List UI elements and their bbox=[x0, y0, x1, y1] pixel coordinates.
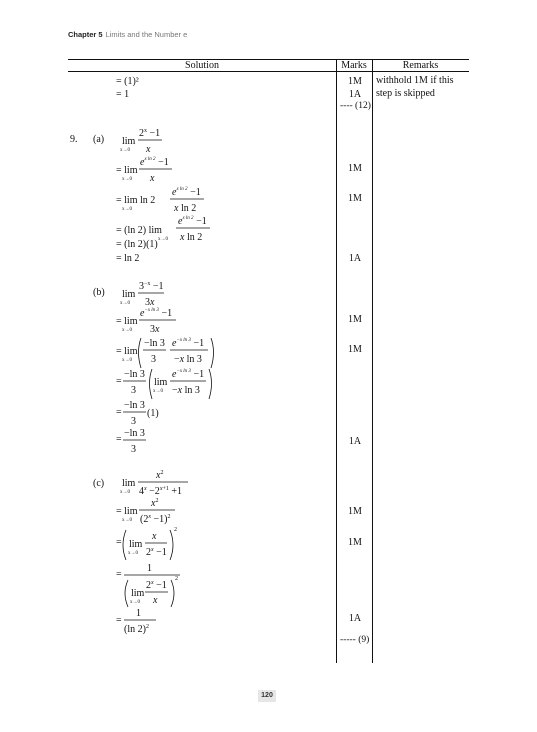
svg-text:2: 2 bbox=[174, 527, 177, 533]
svg-text:−ln 3: −ln 3 bbox=[124, 400, 145, 411]
svg-text:= (ln 2) lim: = (ln 2) lim bbox=[116, 225, 162, 236]
mark-b-2: 1M bbox=[348, 344, 362, 355]
a-line-6: = ln 2 bbox=[116, 253, 140, 264]
mark-b-3: 1A bbox=[348, 436, 362, 447]
svg-text:e−x ln 3 −1: $e^{-x ln 3} -1$ bbox=[172, 338, 205, 349]
svg-text:−ln 3: −ln 3 bbox=[144, 338, 165, 349]
svg-text:−ln 3: −ln 3 bbox=[124, 369, 145, 380]
top-line-1: = (1)² bbox=[116, 76, 139, 87]
svg-text:4x −2x+1 +1: $4^x -2^{x+1} +1$ bbox=[139, 486, 183, 497]
svg-text:x→0: x→0 bbox=[122, 328, 132, 333]
svg-text:x→0: x→0 bbox=[158, 237, 168, 242]
svg-text:3: 3 bbox=[131, 416, 136, 427]
svg-text:lim: lim bbox=[122, 289, 136, 300]
svg-text:lim: lim bbox=[129, 539, 143, 550]
svg-text:(1): (1) bbox=[147, 408, 159, 419]
svg-text:=: = bbox=[116, 407, 122, 418]
svg-text:x: x bbox=[152, 531, 157, 542]
svg-text:lim: lim bbox=[131, 588, 145, 599]
svg-text:−x ln 3: −x ln 3 bbox=[172, 385, 200, 396]
mark-c-2: 1M bbox=[348, 537, 362, 548]
svg-text:= lim: = lim bbox=[116, 165, 138, 176]
svg-text:x: x bbox=[153, 595, 158, 606]
svg-text:=: = bbox=[116, 537, 122, 548]
svg-text:= lim: = lim bbox=[116, 346, 138, 357]
svg-text:=: = bbox=[116, 615, 122, 626]
svg-text:=: = bbox=[116, 376, 122, 387]
svg-text:x→0: x→0 bbox=[128, 551, 138, 556]
svg-text:2x −1: $2^x -1$ bbox=[139, 128, 161, 139]
marks-heading: Marks bbox=[341, 60, 367, 71]
svg-text:x: x bbox=[150, 173, 155, 184]
svg-text:x→0: x→0 bbox=[122, 207, 132, 212]
svg-text:lim: lim bbox=[154, 377, 168, 388]
part-c-label: (c) bbox=[93, 478, 105, 489]
svg-text:x→0: x→0 bbox=[153, 389, 163, 394]
mark-c-1: 1M bbox=[348, 506, 362, 517]
svg-text:3: 3 bbox=[131, 444, 136, 455]
svg-text:= lim: = lim bbox=[116, 316, 138, 327]
svg-text:−ln 3: −ln 3 bbox=[124, 428, 145, 439]
part-a-label: (a) bbox=[93, 134, 105, 145]
svg-text:2x −1: $2^x -1$ bbox=[146, 580, 167, 591]
a-line-5: = (ln 2)(1) bbox=[116, 239, 158, 250]
svg-text:ex ln 2 −1: $e^{x ln 2} -1$ bbox=[178, 216, 207, 227]
svg-text:x→0: x→0 bbox=[120, 301, 130, 306]
svg-text:x→0: x→0 bbox=[122, 518, 132, 523]
svg-text:x: x bbox=[146, 144, 151, 155]
mark-c-3: 1A bbox=[348, 613, 362, 624]
top-mark-1: 1M bbox=[348, 76, 362, 87]
mark-a-1: 1M bbox=[348, 163, 362, 174]
svg-text:x→0: x→0 bbox=[120, 148, 130, 153]
svg-text:x ln 2: x ln 2 bbox=[180, 232, 203, 243]
svg-text:x→0: x→0 bbox=[130, 600, 140, 605]
mark-b-1: 1M bbox=[348, 314, 362, 325]
top-subtotal: ---- (12) bbox=[340, 101, 371, 111]
part-b-label: (b) bbox=[93, 287, 105, 298]
svg-text:= lim ln 2: = lim ln 2 bbox=[116, 195, 156, 206]
svg-text:(2x −1)2: $(2^x -1)^2$ bbox=[140, 514, 171, 525]
svg-text:ex ln 2 −1: $e^{x ln 2} -1$ bbox=[140, 157, 169, 168]
top-line-2: = 1 bbox=[116, 89, 130, 100]
part-c-subtotal: ----- (9) bbox=[340, 635, 370, 645]
page-number: 120 bbox=[258, 690, 276, 702]
svg-text:−x ln 3: −x ln 3 bbox=[174, 354, 202, 365]
svg-text:3−x −1: $3^{-x} -1$ bbox=[139, 281, 164, 292]
svg-text:=: = bbox=[116, 569, 122, 580]
svg-text:e−x ln 3 −1: $e^{-x ln 3} -1$ bbox=[140, 308, 173, 319]
top-remark: withhold 1M if this step is skipped bbox=[376, 75, 454, 99]
mark-a-2: 1M bbox=[348, 193, 362, 204]
svg-text:lim: lim bbox=[122, 136, 136, 147]
svg-text:x2: $x^2$ bbox=[151, 498, 159, 509]
question-number: 9. bbox=[70, 134, 78, 145]
remarks-heading: Remarks bbox=[402, 60, 439, 71]
svg-text:1: 1 bbox=[147, 563, 152, 574]
svg-text:1: 1 bbox=[136, 608, 141, 619]
svg-text:3: 3 bbox=[151, 354, 156, 365]
top-mark-2: 1A bbox=[348, 89, 362, 100]
svg-text:=: = bbox=[116, 434, 122, 445]
chapter-label: Chapter 5 bbox=[68, 30, 103, 39]
svg-text:3x: 3x bbox=[150, 324, 160, 335]
mark-a-3: 1A bbox=[348, 253, 362, 264]
svg-text:2: 2 bbox=[175, 576, 178, 582]
svg-text:lim: lim bbox=[122, 478, 136, 489]
chapter-title: Limits and the Number e bbox=[105, 30, 188, 39]
solution-heading: Solution bbox=[185, 60, 219, 71]
svg-text:2x −1: $2^x -1$ bbox=[146, 547, 167, 558]
svg-text:= lim: = lim bbox=[116, 506, 138, 517]
svg-text:3x: 3x bbox=[145, 297, 155, 308]
svg-text:x2: $x^2$ bbox=[156, 470, 164, 481]
svg-text:x→0: x→0 bbox=[120, 490, 130, 495]
svg-text:ex ln 2 −1: $e^{x ln 2} -1$ bbox=[172, 187, 201, 198]
svg-text:x ln 2: x ln 2 bbox=[174, 203, 197, 214]
svg-text:e−x ln 3 −1: $e^{-x ln 3} -1$ bbox=[172, 369, 205, 380]
svg-text:x→0: x→0 bbox=[122, 358, 132, 363]
svg-text:(ln 2)2: (ln 2)$^2$ bbox=[124, 624, 149, 635]
svg-text:3: 3 bbox=[131, 385, 136, 396]
svg-text:x→0: x→0 bbox=[122, 177, 132, 182]
